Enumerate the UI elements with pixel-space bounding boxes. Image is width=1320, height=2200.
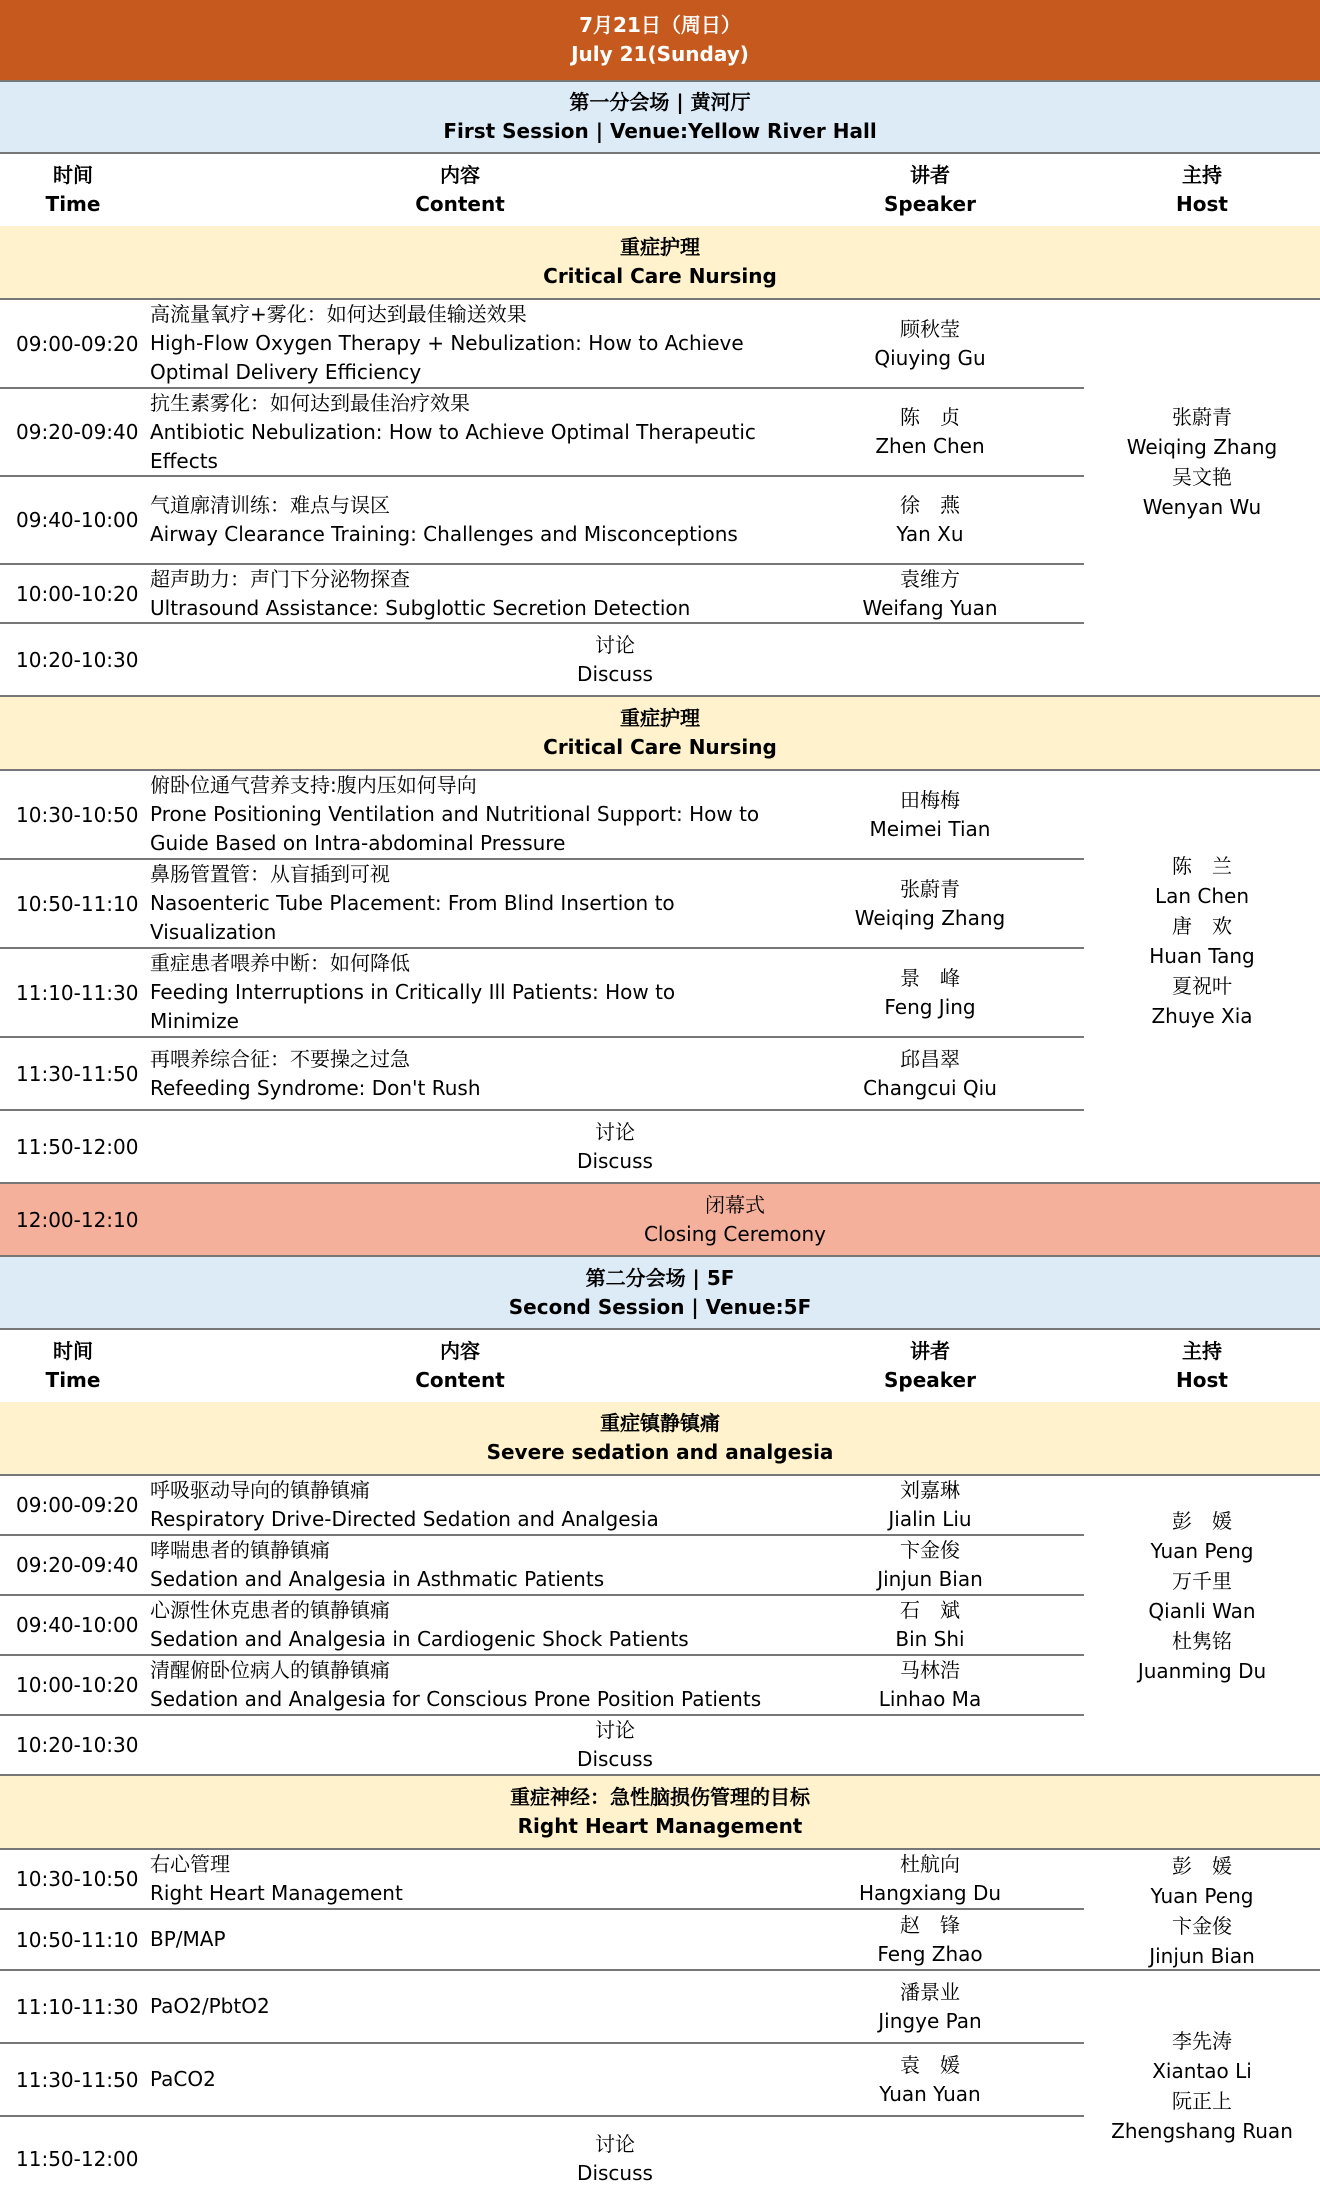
time-cell: 09:20-09:40 xyxy=(16,1553,139,1577)
time-cell: 09:00-09:20 xyxy=(16,331,139,356)
cell-text: Airway Clearance Training: Challenges and Misconceptions xyxy=(150,522,738,546)
cell-text: Ultrasound Assistance: Subglottic Secretion Detection xyxy=(150,595,691,620)
cell-text: Host xyxy=(1176,192,1228,216)
cell-text: Sedation and Analgesia in Asthmatic Patients xyxy=(150,1567,605,1591)
cell-text: 卞金俊 xyxy=(900,1538,960,1562)
speaker xyxy=(810,477,1050,563)
cell-text: Effects xyxy=(150,448,218,473)
cell-text: Hangxiang Du xyxy=(858,1881,1002,1905)
cell-text: 第一分会场 | 黄河厅 xyxy=(569,90,751,114)
time-cell: 09:40-10:00 xyxy=(16,508,139,532)
cell-text: 张蔚青 xyxy=(1172,405,1232,429)
schedule-row xyxy=(0,1596,1084,1656)
cell-text: 内容 xyxy=(440,163,480,187)
col-content xyxy=(150,1330,770,1402)
cell-text: 彭 媛 xyxy=(1172,1509,1232,1533)
speaker xyxy=(810,389,1050,475)
cell-text: Guide Based on Intra-abdominal Pressure xyxy=(150,831,566,855)
cell-text: 袁维方 xyxy=(900,566,960,591)
content-cell xyxy=(150,477,790,563)
cell-text: 卞金俊 xyxy=(1172,1913,1232,1938)
cell-text: 夏祝叶 xyxy=(1172,974,1232,998)
host-cell xyxy=(1084,1476,1320,1716)
cell-text: 田梅梅 xyxy=(900,787,960,812)
cell-text: 讲者 xyxy=(910,163,950,187)
speaker xyxy=(810,949,1050,1036)
cell-text: Discuss xyxy=(577,2160,653,2185)
section-title xyxy=(0,1402,1320,1476)
discuss-cell xyxy=(150,1111,1080,1182)
discuss-row xyxy=(0,1111,1320,1184)
host-cell xyxy=(1084,1850,1320,1971)
schedule-row xyxy=(0,300,1084,389)
session1-column-headers xyxy=(0,154,1320,228)
speaker xyxy=(810,1656,1050,1714)
cell-text: Weifang Yuan xyxy=(862,595,998,620)
cell-text: 吴文艳 xyxy=(1172,465,1232,489)
cell-text: Discuss xyxy=(577,1747,653,1771)
cell-text: Refeeding Syndrome: Don't Rush xyxy=(150,1075,481,1100)
time-cell: 09:40-10:00 xyxy=(16,1613,139,1637)
cell-text: Meimei Tian xyxy=(869,816,991,841)
cell-text: 陈 兰 xyxy=(1172,854,1232,878)
speaker xyxy=(810,2044,1050,2115)
cell-text: Zhengshang Ruan xyxy=(1111,2118,1293,2143)
schedule-row xyxy=(0,565,1084,624)
cell-text: Xiantao Li xyxy=(1152,2058,1252,2083)
col-speaker xyxy=(810,154,1050,226)
host-cell xyxy=(1084,1971,1320,2200)
time-cell: 11:30-11:50 xyxy=(16,2067,139,2092)
cell-text: 万千里 xyxy=(1172,1569,1232,1593)
cell-text: 陈 贞 xyxy=(900,405,960,429)
cell-text: PaO2/PbtO2 xyxy=(150,1994,270,2018)
cell-text: High-Flow Oxygen Therapy + Nebulization: How to Achieve xyxy=(150,331,744,355)
cell-text: Speaker xyxy=(884,192,976,216)
time-cell: 09:00-09:20 xyxy=(16,1493,139,1517)
content-cell xyxy=(150,860,790,947)
cell-text: 讨论 xyxy=(595,1718,635,1742)
content-cell xyxy=(150,1910,790,1969)
speaker xyxy=(810,1596,1050,1654)
cell-text: 唐 欢 xyxy=(1172,914,1232,938)
cell-text: Nasoenteric Tube Placement: From Blind Insertion to xyxy=(150,891,675,915)
cell-text: Antibiotic Nebulization: How to Achieve Optimal Therapeutic xyxy=(150,419,756,444)
speaker xyxy=(810,1476,1050,1534)
speaker xyxy=(810,1536,1050,1594)
speaker xyxy=(810,1971,1050,2042)
cell-text: Closing Ceremony xyxy=(643,1221,827,1246)
cell-text: Content xyxy=(415,192,505,216)
cell-text: Qianli Wan xyxy=(1148,1599,1256,1623)
cell-text: 李先涛 xyxy=(1172,2028,1232,2053)
cell-text: Changcui Qiu xyxy=(863,1075,997,1100)
cell-text: 重症镇静镇痛 xyxy=(600,1411,720,1435)
schedule-row xyxy=(0,860,1084,949)
schedule-row xyxy=(0,1476,1084,1536)
cell-text: Content xyxy=(415,1368,505,1392)
cell-text: Prone Positioning Ventilation and Nutritional Support: How to xyxy=(150,802,760,826)
cell-text: Respiratory Drive-Directed Sedation and Analgesia xyxy=(150,1507,659,1531)
cell-text: 邱昌翠 xyxy=(900,1046,960,1071)
cell-text: Visualization xyxy=(150,920,277,944)
cell-text: Critical Care Nursing xyxy=(543,264,777,288)
cell-text: 呼吸驱动导向的镇静镇痛 xyxy=(150,1478,370,1502)
cell-text: Juanming Du xyxy=(1137,1659,1267,1683)
cell-text: Severe sedation and analgesia xyxy=(486,1440,834,1464)
cell-text: Weiqing Zhang xyxy=(854,905,1006,930)
schedule-row xyxy=(0,1971,1084,2044)
content-cell xyxy=(150,1656,790,1714)
time-cell: 11:50-12:00 xyxy=(16,1134,139,1159)
time-cell: 10:20-10:30 xyxy=(16,1733,139,1757)
schedule-row xyxy=(0,949,1084,1038)
cell-text: Second Session | Venue:5F xyxy=(508,1294,812,1319)
cell-text: Speaker xyxy=(884,1368,976,1392)
col-host xyxy=(1084,154,1320,226)
col-time xyxy=(0,1330,146,1402)
section-title xyxy=(0,1776,1320,1850)
cell-text: Bin Shi xyxy=(895,1627,965,1651)
content-cell xyxy=(150,1596,790,1654)
cell-text: Jingye Pan xyxy=(878,2008,982,2033)
time-cell: 11:30-11:50 xyxy=(16,1061,139,1086)
speaker xyxy=(810,1038,1050,1109)
date-zh: 7月21日（周日） xyxy=(579,13,741,37)
time-cell: 10:30-10:50 xyxy=(16,1867,139,1891)
schedule-row xyxy=(0,389,1084,477)
cell-text: 讨论 xyxy=(595,1119,635,1144)
cell-text: 讲者 xyxy=(910,1339,950,1363)
cell-text: 气道廓清训练：难点与误区 xyxy=(150,493,390,517)
content-cell xyxy=(150,300,790,387)
discuss-cell xyxy=(150,1184,1320,1255)
time-cell: 11:10-11:30 xyxy=(16,980,139,1005)
content-cell xyxy=(150,565,790,622)
time-cell: 10:50-11:10 xyxy=(16,1927,139,1952)
cell-text: Right Heart Management xyxy=(517,1814,803,1838)
cell-text: Feng Zhao xyxy=(877,1941,983,1966)
time-cell: 11:50-12:00 xyxy=(16,2146,139,2171)
cell-text: 彭 媛 xyxy=(1172,1853,1232,1878)
session2-title xyxy=(0,1257,1320,1330)
discuss-cell xyxy=(150,1716,1080,1774)
cell-text: Yan Xu xyxy=(896,522,964,546)
time-cell: 10:20-10:30 xyxy=(16,647,139,672)
cell-text: Discuss xyxy=(577,1148,653,1173)
time-cell: 12:00-12:10 xyxy=(16,1207,139,1232)
cell-text: 张蔚青 xyxy=(900,876,960,901)
cell-text: Feng Jing xyxy=(884,994,976,1019)
cell-text: 重症护理 xyxy=(620,235,700,259)
time-cell: 10:30-10:50 xyxy=(16,802,139,827)
host-cell xyxy=(1084,771,1320,1111)
cell-text: Discuss xyxy=(577,661,653,686)
cell-text: 赵 锋 xyxy=(900,1912,960,1937)
section-title xyxy=(0,226,1320,300)
cell-text: 讨论 xyxy=(595,2131,635,2156)
section-title xyxy=(0,697,1320,771)
time-cell: 10:00-10:20 xyxy=(16,1673,139,1697)
schedule-row xyxy=(0,1656,1084,1716)
cell-text: 主持 xyxy=(1182,1339,1222,1363)
col-host xyxy=(1084,1330,1320,1402)
content-cell xyxy=(150,771,790,858)
content-cell xyxy=(150,949,790,1036)
discuss-cell xyxy=(150,624,1080,695)
col-speaker xyxy=(810,1330,1050,1402)
time-cell: 10:00-10:20 xyxy=(16,581,139,606)
cell-text: Zhuye Xia xyxy=(1151,1004,1253,1028)
cell-text: Yuan Peng xyxy=(1150,1883,1254,1908)
cell-text: 闭幕式 xyxy=(705,1192,765,1217)
discuss-row xyxy=(0,624,1320,697)
cell-text: 重症护理 xyxy=(620,706,700,730)
cell-text: 阮正上 xyxy=(1172,2088,1232,2113)
cell-text: 讨论 xyxy=(595,632,635,657)
cell-text: Time xyxy=(45,192,101,216)
cell-text: 马林浩 xyxy=(900,1658,960,1682)
cell-text: 主持 xyxy=(1182,163,1222,187)
speaker xyxy=(810,771,1050,858)
cell-text: PaCO2 xyxy=(150,2067,216,2091)
content-cell xyxy=(150,1038,790,1109)
cell-text: 徐 燕 xyxy=(900,493,960,517)
schedule-row xyxy=(0,477,1084,565)
cell-text: 高流量氧疗+雾化：如何达到最佳输送效果 xyxy=(150,302,527,326)
schedule-row xyxy=(0,2044,1084,2117)
cell-text: 俯卧位通气营养支持:腹内压如何导向 xyxy=(150,773,477,797)
schedule-row xyxy=(0,1850,1084,1910)
cell-text: Optimal Delivery Efficiency xyxy=(150,360,422,384)
col-time xyxy=(0,154,146,226)
cell-text: Lan Chen xyxy=(1154,884,1250,908)
time-cell: 09:20-09:40 xyxy=(16,420,139,444)
speaker xyxy=(810,1850,1050,1908)
date-en: July 21(Sunday) xyxy=(571,42,749,66)
cell-text: First Session | Venue:Yellow River Hall xyxy=(443,119,877,143)
speaker xyxy=(810,1910,1050,1969)
speaker xyxy=(810,860,1050,947)
speaker xyxy=(810,300,1050,387)
cell-text: 超声助力：声门下分泌物探查 xyxy=(150,566,410,591)
session2-column-headers xyxy=(0,1330,1320,1404)
discuss-row xyxy=(0,1716,1320,1776)
time-cell: 10:50-11:10 xyxy=(16,891,139,916)
content-cell xyxy=(150,1536,790,1594)
cell-text: Weiqing Zhang xyxy=(1126,435,1278,459)
session1-title xyxy=(0,82,1320,154)
col-content xyxy=(150,154,770,226)
cell-text: 第二分会场 | 5F xyxy=(585,1265,735,1290)
cell-text: 重症神经：急性脑损伤管理的目标 xyxy=(510,1785,810,1809)
cell-text: 景 峰 xyxy=(900,965,960,990)
cell-text: Qiuying Gu xyxy=(874,345,986,370)
cell-text: Feeding Interruptions in Critically Ill Patients: How to xyxy=(150,980,676,1004)
cell-text: Linhao Ma xyxy=(878,1687,982,1711)
schedule-row xyxy=(0,1038,1084,1111)
speaker xyxy=(810,565,1050,622)
host-cell xyxy=(1084,300,1320,624)
cell-text: 石 斌 xyxy=(900,1598,960,1622)
cell-text: 鼻肠管置管：从盲插到可视 xyxy=(150,862,390,886)
schedule-row xyxy=(0,771,1084,860)
schedule-row xyxy=(0,1536,1084,1596)
cell-text: 顾秋莹 xyxy=(900,316,960,341)
cell-text: Time xyxy=(45,1368,101,1392)
cell-text: Critical Care Nursing xyxy=(543,735,777,759)
discuss-cell xyxy=(150,2117,1080,2200)
cell-text: Minimize xyxy=(150,1009,239,1033)
cell-text: Right Heart Management xyxy=(150,1881,403,1905)
cell-text: 心源性休克患者的镇静镇痛 xyxy=(150,1598,390,1622)
cell-text: 杜航向 xyxy=(900,1852,960,1876)
cell-text: 哮喘患者的镇静镇痛 xyxy=(150,1538,330,1562)
cell-text: Wenyan Wu xyxy=(1142,495,1262,519)
cell-text: Yuan Peng xyxy=(1150,1539,1254,1563)
cell-text: Zhen Chen xyxy=(875,434,985,458)
cell-text: 抗生素雾化：如何达到最佳治疗效果 xyxy=(150,390,470,415)
cell-text: 潘景业 xyxy=(900,1979,960,2004)
cell-text: 右心管理 xyxy=(150,1852,230,1876)
cell-text: Jinjun Bian xyxy=(877,1567,983,1591)
cell-text: 再喂养综合征：不要操之过急 xyxy=(150,1046,410,1071)
time-cell: 11:10-11:30 xyxy=(16,1994,139,2019)
cell-text: 时间 xyxy=(53,163,93,187)
cell-text: 袁 媛 xyxy=(900,2052,960,2077)
cell-text: Huan Tang xyxy=(1149,944,1255,968)
closing-ceremony-row xyxy=(0,1184,1320,1257)
cell-text: 清醒俯卧位病人的镇静镇痛 xyxy=(150,1658,390,1682)
cell-text: 时间 xyxy=(53,1339,93,1363)
cell-text: Jialin Liu xyxy=(888,1507,972,1531)
cell-text: BP/MAP xyxy=(150,1927,226,1951)
cell-text: Yuan Yuan xyxy=(879,2081,981,2106)
content-cell xyxy=(150,389,790,475)
cell-text: 内容 xyxy=(440,1339,480,1363)
content-cell xyxy=(150,1476,790,1534)
cell-text: 刘嘉琳 xyxy=(900,1478,960,1502)
content-cell xyxy=(150,1850,790,1908)
date-header xyxy=(0,0,1320,82)
cell-text: Host xyxy=(1176,1368,1228,1392)
content-cell xyxy=(150,1971,790,2042)
cell-text: Sedation and Analgesia for Conscious Prone Position Patients xyxy=(150,1687,762,1711)
cell-text: 重症患者喂养中断：如何降低 xyxy=(150,951,410,975)
cell-text: Jinjun Bian xyxy=(1149,1943,1255,1968)
content-cell xyxy=(150,2044,790,2115)
cell-text: Sedation and Analgesia in Cardiogenic Shock Patients xyxy=(150,1627,689,1651)
cell-text: 杜隽铭 xyxy=(1172,1629,1232,1653)
